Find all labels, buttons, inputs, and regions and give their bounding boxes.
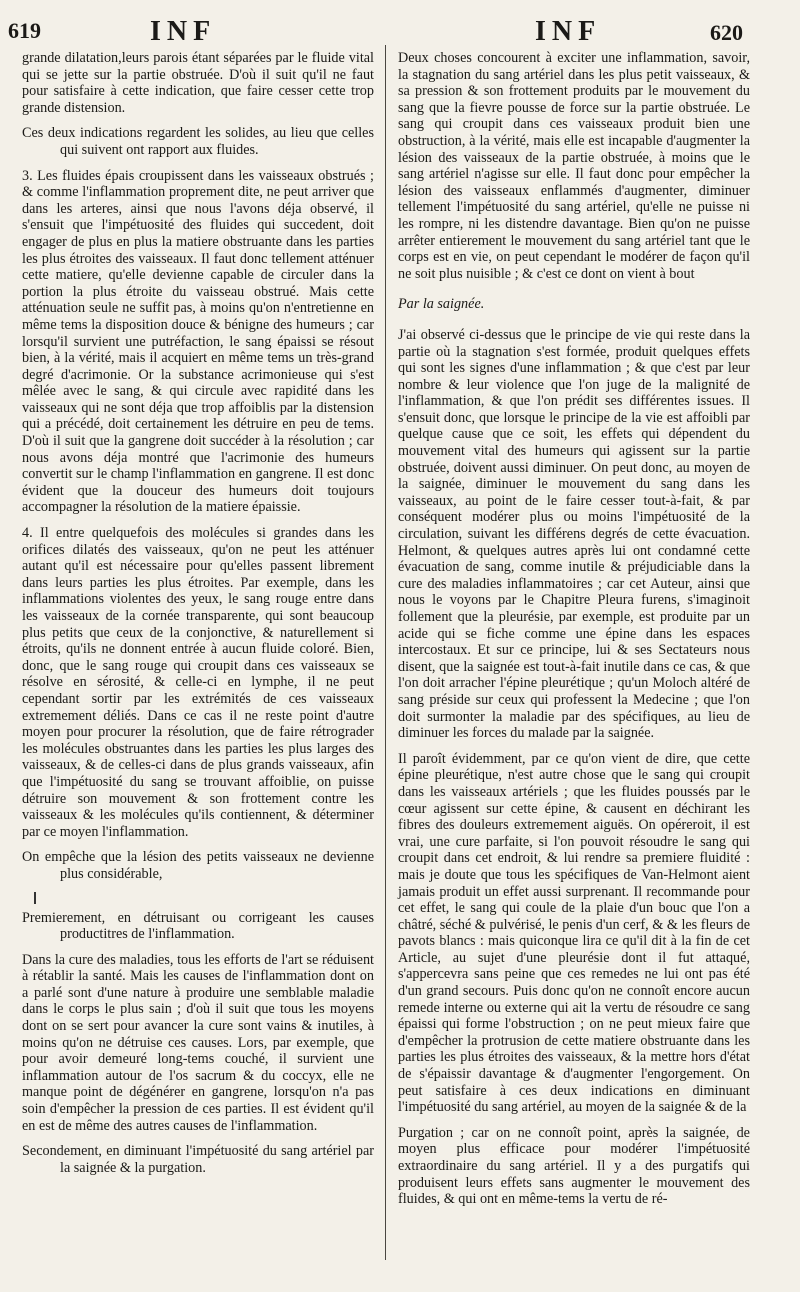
- paragraph: On empêche que la lésion des petits vaisseaux ne devienne plus considérable,: [22, 849, 374, 882]
- paragraph: Il paroît évidemment, par ce qu'on vient de dire, que cette épine pleurétique, n'est autre chose que le sang qui croupit dans les vaisseaux artériels ; que les fluides poussés par le cœur agissent sur cette épine, & causent en déchirant les fibres des douleurs extremement aiguës. On opéreroit, il est vrai, une cure parfaite, si l'on pouvoit résoudre le sang qui croupit dans cet endroit, & lui rendre sa premiere fluidité : mais je doute que tous les spécifiques de Van-Helmont aient jamais produit un effet aussi surprenant. Il recommande pour cet effet, le sang qui coule de la plaie d'un bouc que l'on a châtré, séché & pulvérisé, le penis d'un cerf, & & les fleurs de pavots blancs : mais quiconque lira ce qu'il dit à la fin de cet Article, au sujet d'une pleurésie dont il fut attaqué, s'appercevra sans peine que ces remedes ne lui ont pas été d'un grand secours. Puis donc qu'on ne connoît encore aucun remede interne ou externe qui ait la vertu de résoudre ce sang épaissi qui forme l'obstruction ; on ne peut mieux faire que d'empêcher la protrusion de cette matiere obstruante dans les parties les plus étroites des vaisseaux, & la mettre hors d'état de s'épaissir davantage & d'augmenter l'engorgement. On peut satisfaire à ces deux indications en diminuant l'impétuosité du sang artériel, au moyen de la saignée & de la: [398, 750, 750, 1116]
- paragraph: Premierement, en détruisant ou corrigeant les causes productitres de l'inflammation.: [22, 909, 374, 943]
- paragraph: Deux choses concourent à exciter une inflammation, savoir, la stagnation du sang artériel dans les plus petit vaisseaux, & sa pression & son frottement produits par le mouvement du sang que la fievre pousse de force sur la partie obstruée. Le sang qui croupit dans ces vaisseaux produit bien une obstruction, à la vérité, mais elle est incapable d'augmenter la lésion des vaisseaux de la partie obstruée, à moins que le sang artériel n'agisse sur elle. Il faut donc pour empêcher la lésion des vaisseaux enflammés d'augmenter, diminuer tellement l'impétuosité du sang artériel, qu'elle ne puisse ni les rompre, ni les distendre davantage. Bien qu'on ne puisse arrêter entierement le mouvement du sang artériel tant que le corps est en vie, on peut cependant le modérer de façon qu'il ne soit plus nuisible ; & c'est ce dont on vient à bout: [398, 50, 750, 282]
- paragraph: grande dilatation,leurs parois étant séparées par le fluide vital qui se jette sur la partie obstruée. D'où il suit qu'il ne faut pour satisfaire à cette indication, que faire cesser cette trop grande distension.: [22, 50, 374, 116]
- running-header: [0, 14, 800, 54]
- left-running-head: INF: [150, 16, 217, 47]
- right-running-head: INF: [535, 16, 602, 47]
- margin-mark: [34, 892, 36, 904]
- right-page-number: 620: [710, 20, 743, 45]
- right-column: [398, 50, 750, 1217]
- paragraph: Purgation ; car on ne connoît point, après la saignée, de moyen plus efficace pour modérer l'impétuosité extraordinaire du sang artériel. Il y a des purgatifs qui produisent leurs effets sans augmenter le mouvement des fluides, & qui ont en même-tems la vertu de ré-: [398, 1124, 750, 1208]
- left-page-number: 619: [8, 18, 41, 43]
- paragraph: J'ai observé ci-dessus que le principe de vie qui reste dans la partie où la stagnation s'est formée, produit quelques effets qui sont les signes d'une inflammation ; & que c'est par leur nombre & leur violence que l'on juge de la malignité de l'inflammation, & que l'on prédit ses différentes issues. Il s'ensuit donc, que lorsque le principe de la vie est affoibli par quelque cause que ce soit, les effets qui dépendent du mouvement vital des humeurs qui agissent sur la partie obstruée, doivent aussi diminuer. On peut donc, au moyen de la saignée, diminuer le mouvement du sang dans les vaisseaux, au point de le faire cesser tout-à-fait, & par conséquent modérer plus ou moins l'impétuosité de la circulation, suivant les différens degrés de cette évacuation. Helmont, & quelques autres après lui ont condamné cette évacuation de sang, comme inutile & préjudiciable dans la cure des maladies inflammatoires ; car cet Auteur, ainsi que nous le voyons par le Chapitre Pleura furens, s'imaginoit follement que la pleurésie, par exemple, est produite par un acide qui se fiche comme une épine dans les espaces intercostaux. Et sur ce principe, lui & ses Sectateurs nous disent, que la saignée est tout-à-fait inutile dans ce cas, & que l'on doit arracher l'épine pleurétique ; qu'un Moloch altéré de sang préside sur ceux qui professent la Medecine ; que l'on doit surmonter la maladie par des spécifiques, au lieu de diminuer les forces du malade par la saignée.: [398, 326, 750, 742]
- paragraph: Dans la cure des maladies, tous les efforts de l'art se réduisent à rétablir la santé. Mais les causes de l'inflammation dont on a parlé sont d'une nature à produire une semblable maladie dans le corps le plus sain ; d'où il suit que tous les moyens dont on se sert pour avancer la cure sont vains & inutiles, à moins qu'on ne détruise ces causes. Lors, par exemple, que pour avoir demeuré long-tems couché, il survient une inflammation autour de l'os sacrum & du coccyx, elle ne manque point de dégénérer en gangrene, lorsqu'on n'a pas soin d'empêcher la pression de ces parties. Il est évident qu'il en est de même des autres causes de l'inflammation.: [22, 951, 374, 1134]
- paragraph: Ces deux indications regardent les solides, au lieu que celles qui suivent ont rapport aux fluides.: [22, 125, 374, 158]
- numbered-paragraph-3: 3. Les fluides épais croupissent dans les vaisseaux obstrués ; & comme l'inflammation proprement dite, ne peut arriver que dans les arteres, ainsi que nous l'avons déja observé, il s'ensuit que l'impétuosité des fluides qui succedent, doit engager de plus en plus la matiere obstruante dans les parties les plus étroites des vaisseaux. Il faut donc tellement atténuer cette matiere, qu'elle devienne capable de circuler dans la portion la plus étroite du vaisseau obstrué. Mais cette atténuation seule ne suffit pas, à moins qu'on n'entretienne en même tems la disposition douce & bénigne des humeurs ; car lorsqu'il survient une putréfaction, le sang épaissi se résout bien, à la vérité, mais il acquiert en même tems un très-grand degré d'acrimonie. Or la substance acrimonieuse qui s'est mêlée avec le sang, & qui circule avec rapidité dans les vaisseaux qui ne sont déja que trop affoiblis par la distension qui a précédé, doit certainement les détruire en peu de tems. D'où il suit que la gangrene doit succéder à la résolution ; car nous avons déja montré que l'acrimonie des humeurs convertit sur le champ l'inflammation en gangrene. Il est donc évident que la douceur des humeurs doit toujours accompagner la résolution de la matiere épaissie.: [22, 167, 374, 516]
- section-heading: Par la saignée.: [398, 296, 485, 313]
- paragraph: Secondement, en diminuant l'impétuosité du sang artériel par la saignée & la purgation.: [22, 1143, 374, 1176]
- column-divider: [385, 45, 386, 1260]
- numbered-paragraph-4: 4. Il entre quelquefois des molécules si grandes dans les orifices dilatés des vaisseaux, qu'on ne peut les atténuer autant qu'il est nécessaire pour qu'elles passent librement dans leurs parties les plus étroites. Par exemple, dans les inflammations violentes des yeux, le sang rouge entre dans les vaisseaux de la cornée transparente, qui sont beaucoup plus petits que ceux de la conjonctive, & naturellement si étroits, qu'ils ne donnent entrée à aucun fluide coloré. Bien, donc, que le sang rouge qui croupit dans ces vaisseaux se résolve en sérosité, & celle-ci en lymphe, il ne peut cependant sortir par les extrémités de ces vaisseaux extremement déliés. Dans ce cas il ne reste point d'autre moyen pour procurer la résolution, que de faire rétrograder les molécules obstruantes dans les parties les plus larges des vaisseaux, & de celles-ci dans de plus grands vaisseaux, afin que l'impétuosité du sang se trouvant affoiblie, on puisse détruire son mouvement & son frottement contre les vaisseaux & les molécules qu'ils contiennent, & déterminer par ce moyen l'inflammation.: [22, 525, 374, 840]
- left-column: [22, 50, 374, 1185]
